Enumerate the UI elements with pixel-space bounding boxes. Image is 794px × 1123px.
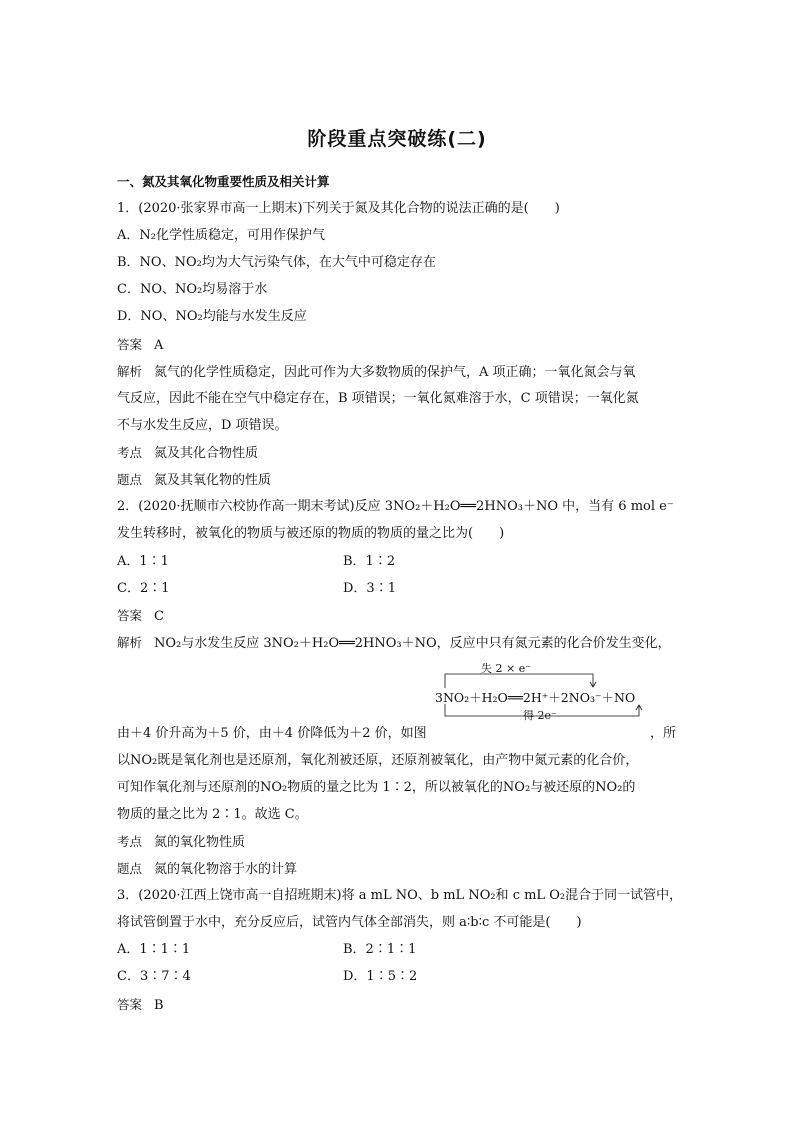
eq-loss-label: 失 2 × e⁻ [481, 662, 532, 675]
q1-analysis-text-1: 氮气的化学性质稳定，因此可作为大多数物质的保护气，A 项正确；一氧化氮会与氧 [154, 365, 636, 380]
q2-analysis-text-2a: 由＋4 价升高为＋5 价，由＋4 价降低为＋2 价，如图 [117, 726, 427, 741]
q2-option-a: A．1∶1 [117, 554, 169, 569]
q2-kaodian: 氮的氧化物性质 [154, 835, 246, 850]
q2-kaodian-row [117, 833, 677, 852]
q2-options-row-2 [117, 580, 677, 598]
q1-answer-row [117, 336, 677, 355]
q2-stem-2: 发生转移时，被氧化的物质与被还原的物质的物质的量之比为( ) [117, 526, 505, 541]
q1-analysis-text-3: 不与水发生反应，D 项错误。 [117, 418, 288, 433]
q2-option-c: C．2∶1 [117, 581, 170, 596]
q2-analysis-text-3: 以NO₂既是氧化剂也是还原剂，氧化剂被还原，还原剂被氧化，由产物中氮元素的化合价， [117, 753, 639, 768]
q2-kaodian-label: 考点 [117, 834, 143, 849]
q2-analysis-text-5: 物质的量之比为 2∶1。故选 C。 [117, 807, 308, 822]
q3-stem-1: 3．(2020·江西上饶市高一自招班期末)将 a mL NO、b mL NO₂和 c mL O₂混合于同一试管中， [117, 888, 683, 903]
q2-answer-label: 答案 [117, 608, 143, 623]
q3-options-row-1 [117, 941, 677, 959]
q1-stem: 1．(2020·张家界市高一上期末)下列关于氮及其化合物的说法正确的是( ) [117, 201, 560, 216]
q3-options-row-2 [117, 968, 677, 986]
q1-option-a: A．N₂化学性质稳定，可用作保护气 [117, 228, 325, 243]
q2-analysis-row-1 [117, 634, 677, 653]
q2-stem-1: 2．(2020·抚顺市六校协作高一期末考试)反应 3NO₂＋H₂O══2HNO₃＋NO 中，当有 6 mol e⁻ [117, 499, 674, 514]
page-title: 阶段重点突破练(二) [307, 128, 487, 150]
eq-main: 3NO₂＋H₂O══2H⁺＋2NO₃⁻＋NO [435, 690, 636, 705]
section-heading: 一、氮及其氧化物重要性质及相关计算 [117, 174, 330, 189]
q2-options-row-1 [117, 553, 677, 571]
q3-option-b: B．2∶1∶1 [343, 942, 417, 957]
q1-answer: A [154, 338, 164, 353]
q3-answer-row [117, 996, 677, 1015]
q2-analysis-label: 解析 [117, 635, 143, 650]
q1-kaodian: 氮及其化合物性质 [154, 446, 259, 461]
q3-option-a: A．1∶1∶1 [117, 942, 191, 957]
q1-analysis-label: 解析 [117, 364, 143, 379]
q2-tidian-label: 题点 [117, 861, 143, 876]
q1-analysis-text-2: 气反应，因此不能在空气中稳定存在，B 项错误；一氧化氮难溶于水，C 项错误；一氧化氮 [117, 391, 639, 406]
q3-stem-2: 将试管倒置于水中，充分反应后，试管内气体全部消失，则 a∶b∶c 不可能是( ) [117, 915, 582, 930]
q1-tidian-label: 题点 [117, 472, 143, 487]
q2-analysis-text-4: 可知作氧化剂与还原剂的NO₂物质的量之比为 1∶2，所以被氧化的NO₂与被还原的NO₂的 [117, 780, 636, 795]
q2-answer: C [154, 609, 164, 624]
q1-kaodian-row [117, 444, 677, 463]
q1-kaodian-label: 考点 [117, 445, 143, 460]
q1-answer-label: 答案 [117, 337, 143, 352]
q3-answer-label: 答案 [117, 997, 143, 1012]
q3-answer: B [154, 998, 164, 1013]
q2-option-b: B．1∶2 [343, 554, 396, 569]
q3-option-c: C．3∶7∶4 [117, 969, 191, 984]
electron-transfer-diagram [435, 660, 653, 720]
q2-option-d: D．3∶1 [343, 581, 396, 596]
q1-tidian: 氮及其氧化物的性质 [154, 473, 272, 488]
q3-option-d: D．1∶5∶2 [343, 969, 418, 984]
q2-tidian: 氮的氧化物溶于水的计算 [154, 862, 298, 877]
q2-answer-row [117, 607, 677, 626]
q2-analysis-row-2 [117, 725, 677, 743]
eq-gain-label: 得 2e⁻ [523, 709, 557, 722]
q1-option-d: D．NO、NO₂均能与水发生反应 [117, 309, 307, 324]
q1-analysis-row-1 [117, 363, 677, 382]
q2-tidian-row [117, 860, 677, 879]
q1-option-c: C．NO、NO₂均易溶于水 [117, 282, 268, 297]
q2-analysis-text-1: NO₂与水发生反应 3NO₂＋H₂O══2HNO₃＋NO，反应中只有氮元素的化合价发生变化， [154, 636, 671, 651]
q1-option-b: B．NO、NO₂均为大气污染气体，在大气中可稳定存在 [117, 255, 436, 270]
q1-tidian-row [117, 471, 677, 490]
q2-analysis-text-2b: ，所 [650, 726, 677, 741]
